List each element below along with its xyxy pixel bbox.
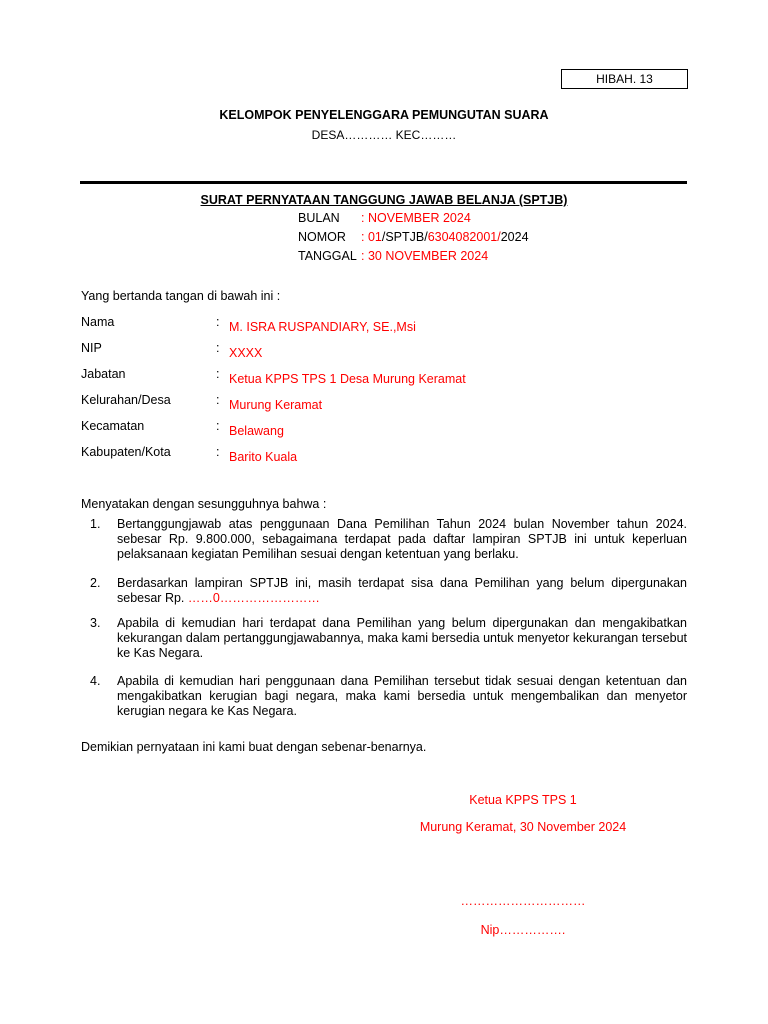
list-item-text: Bertanggungjawab atas penggunaan Dana Pemilihan Tahun 2024 bulan November tahun 2024. sebesar Rp. 9.800.000, sebagaimana terdapat pada daftar lampiran SPTJB ini untuk keperluan pelaksanaan kegiatan Pemilihan sesuai dengan ketentuan yang berlaku. xyxy=(117,517,687,561)
identity-value-nip: XXXX xyxy=(229,346,263,360)
nomor-part-sep: / xyxy=(497,230,501,244)
tanggal-label: TANGGAL xyxy=(298,249,357,263)
tanggal-value: : 30 NOVEMBER 2024 xyxy=(361,249,489,263)
identity-label: Jabatan xyxy=(81,367,126,381)
identity-value-kabupaten: Barito Kuala xyxy=(229,450,298,464)
nomor-label: NOMOR xyxy=(298,230,346,244)
statement-intro: Menyatakan dengan sesungguhnya bahwa : xyxy=(81,497,327,511)
identity-colon: : xyxy=(216,445,220,459)
identity-colon: : xyxy=(216,341,220,355)
nomor-part-type: /SPTJB/ xyxy=(381,230,428,244)
list-item-text: Apabila di kemudian hari penggunaan dana Pemilihan tersebut tidak sesuai dengan ketentuan dan mengakibatkan kerugian bagi negara, maka kami bersedia untuk mengembalikan dan menyetor kerugian negara ke Kas Negara. xyxy=(117,674,687,718)
signature-nip: Nip……………. xyxy=(480,923,566,937)
signature-name-line: ………………………… xyxy=(460,894,586,908)
identity-label: Nama xyxy=(81,315,115,329)
list-item-number: 3. xyxy=(90,616,101,630)
bulan-value: : NOVEMBER 2024 xyxy=(361,211,471,225)
identity-colon: : xyxy=(216,367,220,381)
identity-colon: : xyxy=(216,419,220,433)
location-line: DESA………… KEC……… xyxy=(311,128,457,142)
list-item-number: 1. xyxy=(90,517,101,531)
signature-place-date: Murung Keramat, 30 November 2024 xyxy=(419,820,627,834)
nomor-value xyxy=(361,230,529,244)
identity-colon: : xyxy=(216,315,220,329)
organization-heading: KELOMPOK PENYELENGGARA PEMUNGUTAN SUARA xyxy=(219,108,549,122)
list-item-number: 2. xyxy=(90,576,101,590)
list-item-number: 4. xyxy=(90,674,101,688)
identity-value-desa: Murung Keramat xyxy=(229,398,323,412)
identity-label: NIP xyxy=(81,341,102,355)
identity-label: Kelurahan/Desa xyxy=(81,393,171,407)
identity-value-jabatan: Ketua KPPS TPS 1 Desa Murung Keramat xyxy=(229,372,466,386)
intro-text: Yang bertanda tangan di bawah ini : xyxy=(81,289,281,303)
identity-label: Kecamatan xyxy=(81,419,145,433)
nomor-part-code: 6304082001 xyxy=(427,230,498,244)
identity-value-kecamatan: Belawang xyxy=(229,424,284,438)
list-item-text xyxy=(117,576,687,606)
remaining-amount: ……0…………………… xyxy=(187,591,320,605)
closing-text: Demikian pernyataan ini kami buat dengan sebenar-benarnya. xyxy=(81,740,427,754)
identity-value-nama: M. ISRA RUSPANDIARY, SE.,Msi xyxy=(229,320,416,334)
header-divider xyxy=(80,181,687,184)
identity-label: Kabupaten/Kota xyxy=(81,445,171,459)
identity-colon: : xyxy=(216,393,220,407)
list-item-text-main: Berdasarkan lampiran SPTJB ini, masih terdapat sisa dana Pemilihan yang belum dipergunakan sebesar Rp. xyxy=(117,576,687,605)
nomor-part-year: 2024 xyxy=(500,230,529,244)
signature-position: Ketua KPPS TPS 1 xyxy=(469,793,577,807)
document-title: SURAT PERNYATAAN TANGGUNG JAWAB BELANJA (SPTJB) xyxy=(200,193,568,207)
bulan-label: BULAN xyxy=(298,211,340,225)
nomor-part-seq: : 01 xyxy=(361,230,382,244)
document-code-badge: HIBAH. 13 xyxy=(561,69,688,89)
list-item-text: Apabila di kemudian hari terdapat dana Pemilihan yang belum dipergunakan dan mengakibatkan kekurangan dalam pertanggungjawabannya, maka kami bersedia untuk menyetor kekurangan tersebut ke Kas Negara. xyxy=(117,616,687,660)
